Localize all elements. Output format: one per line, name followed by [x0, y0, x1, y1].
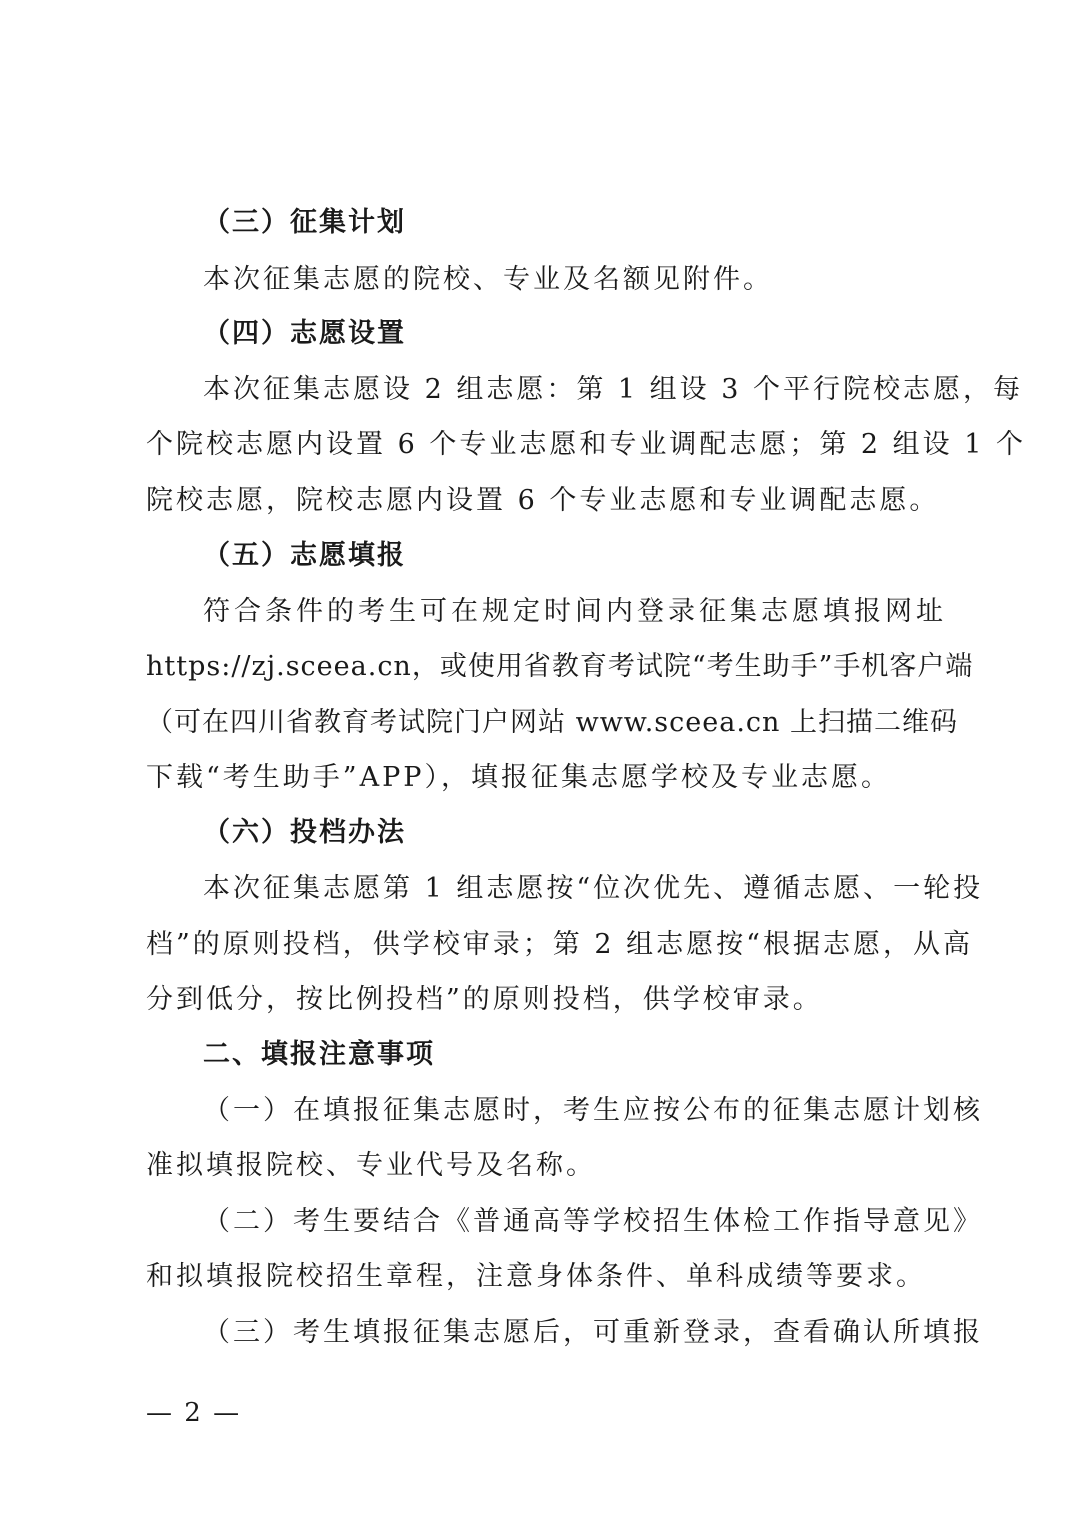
section-heading-plan: （三）征集计划 — [203, 207, 406, 238]
page-number: — 2 — — [146, 1398, 242, 1428]
paragraph-line: 符合条件的考生可在规定时间内登录征集志愿填报网址 — [203, 596, 946, 627]
paragraph-line: 下载“考生助手”APP），填报征集志愿学校及专业志愿。 — [146, 762, 891, 793]
paragraph-line: 准拟填报院校、专业代号及名称。 — [146, 1150, 596, 1181]
paragraph-line: https://zj.sceea.cn，或使用省教育考试院“考生助手”手机客户端 — [146, 651, 974, 682]
paragraph-line: （二）考生要结合《普通高等学校招生体检工作指导意见》 — [203, 1206, 983, 1237]
paragraph-line: 本次征集志愿设 2 组志愿：第 1 组设 3 个平行院校志愿，每 — [203, 374, 1024, 405]
section-heading-notes: 二、填报注意事项 — [203, 1039, 435, 1070]
paragraph-line: 个院校志愿内设置 6 个专业志愿和专业调配志愿；第 2 组设 1 个 — [146, 429, 1027, 460]
paragraph-line: （可在四川省教育考试院门户网站 www.sceea.cn 上扫描二维码 — [146, 707, 959, 738]
section-heading-filling: （五）志愿填报 — [203, 540, 406, 571]
paragraph-line: 本次征集志愿的院校、专业及名额见附件。 — [203, 264, 773, 295]
paragraph-line: 和拟填报院校招生章程，注意身体条件、单科成绩等要求。 — [146, 1261, 926, 1292]
paragraph-line: （一）在填报征集志愿时，考生应按公布的征集志愿计划核 — [203, 1095, 983, 1126]
paragraph-line: 档”的原则投档，供学校审录；第 2 组志愿按“根据志愿，从高 — [146, 929, 973, 960]
section-heading-admission: （六）投档办法 — [203, 817, 406, 848]
paragraph-line: 本次征集志愿第 1 组志愿按“位次优先、遵循志愿、一轮投 — [203, 873, 984, 904]
paragraph-line: （三）考生填报征集志愿后，可重新登录，查看确认所填报 — [203, 1317, 983, 1348]
paragraph-line: 分到低分，按比例投档”的原则投档，供学校审录。 — [146, 984, 823, 1015]
section-heading-settings: （四）志愿设置 — [203, 318, 406, 349]
paragraph-line: 院校志愿，院校志愿内设置 6 个专业志愿和专业调配志愿。 — [146, 485, 940, 516]
